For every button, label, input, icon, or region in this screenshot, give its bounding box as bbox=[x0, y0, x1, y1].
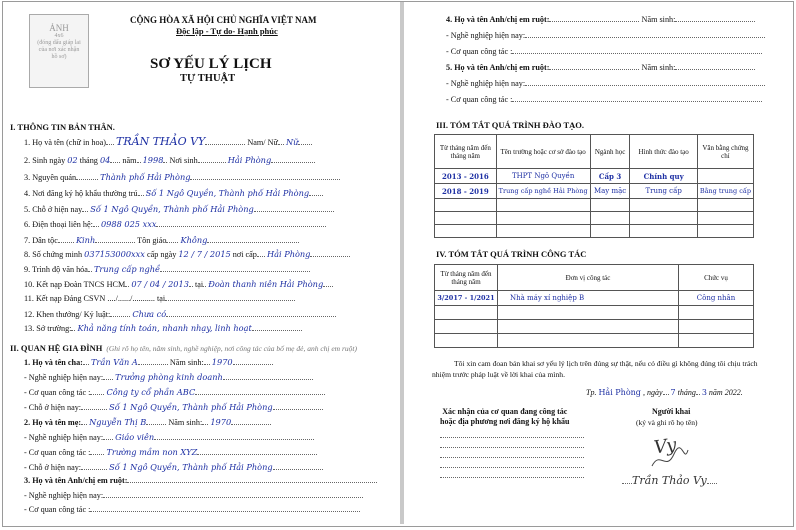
commitment-text: Tôi xin cam đoan bản khai sơ yếu lý lịch trên đúng sự thật, nếu có điều gì không đúng tôi chịu trách nhiệm trước pháp luật về lời khai của mình. bbox=[432, 359, 758, 379]
signature-name-row: Trần Thảo Vy bbox=[622, 474, 717, 487]
country-name: CỘNG HÒA XÃ HỘI CHỦ NGHĨA VIỆT NAM bbox=[130, 15, 317, 25]
row-sibling-3-job: - Nghề nghiệp hiện nay: bbox=[24, 491, 363, 500]
row-phone: 6. Điện thoại liên hệ: 0988 025 xxx bbox=[24, 219, 326, 229]
row-mother-org: - Cơ quan công tác : Trường mầm non XYZ bbox=[24, 447, 317, 457]
row-sibling-4-org: - Cơ quan công tác : bbox=[446, 47, 762, 56]
page-left bbox=[8, 6, 390, 518]
row-party: 11. Kết nạp Đảng CSVN ..../....../........... tại bbox=[24, 294, 295, 303]
row-ethnicity: 7. Dân tộc Kinh Tôn giáo Không bbox=[24, 235, 299, 245]
page-right bbox=[414, 6, 784, 518]
work-table bbox=[434, 264, 754, 348]
row-mother-address: - Chỗ ở hiện nay: Số 1 Ngô Quyền, Thành phố Hải Phòng bbox=[24, 462, 323, 472]
document-subtitle: TỰ THUẬT bbox=[180, 73, 236, 84]
document-title: SƠ YẾU LÝ LỊCH bbox=[150, 56, 272, 72]
section-4-title: IV. TÓM TẮT QUÁ TRÌNH CÔNG TÁC bbox=[436, 249, 587, 259]
row-father-job: - Nghề nghiệp hiện nay: Trưởng phòng kinh doanh bbox=[24, 372, 313, 382]
fullname-value: TRẦN THẢO VY bbox=[116, 135, 206, 148]
signature-mark bbox=[650, 446, 690, 470]
motto: Độc lập - Tự do- Hạnh phúc bbox=[176, 26, 278, 36]
table-row: 3/2017 - 1/2021 Nhà máy xí nghiệp B Công nhân bbox=[435, 291, 754, 306]
photo-placeholder: ẢNH 4x6 (đóng dấu giáp lai của nơi xác nhận hồ sơ) bbox=[29, 14, 89, 88]
row-father-org: - Cơ quan công tác : Công ty cổ phần ABC bbox=[24, 387, 325, 397]
declarant-title: Người khai bbox=[652, 407, 691, 416]
row-origin: 3. Nguyên quán Thành phố Hải Phòng bbox=[24, 172, 340, 182]
row-mother-job: - Nghề nghiệp hiện nay: Giáo viên bbox=[24, 432, 314, 442]
row-fullname: 1. Họ và tên (chữ in hoa) TRẦN THẢO VY Nam/ Nữ Nữ bbox=[24, 135, 312, 148]
training-table bbox=[434, 134, 754, 238]
row-education: 9. Trình độ văn hóa Trung cấp nghề bbox=[24, 264, 310, 274]
training-table-header: Từ tháng năm đến tháng năm Tên trường hoặc cơ sở đào tạo Ngành học Hình thức đào tạo Văn bằng chứng chỉ bbox=[435, 135, 754, 169]
table-row bbox=[435, 334, 754, 348]
confirmation-lines bbox=[440, 428, 584, 478]
page-divider bbox=[400, 2, 404, 524]
table-row bbox=[435, 199, 754, 212]
row-permanent-address: 4. Nơi đăng ký hộ khẩu thường trú Số 1 Ngô Quyền, Thành phố Hải Phòng bbox=[24, 188, 323, 198]
row-birth: 2. Sinh ngày 02 tháng 04 năm 1998 Nơi sinh Hải Phòng bbox=[24, 155, 315, 165]
signature-scrawl: Vy bbox=[652, 434, 678, 459]
table-row: 2013 - 2016 THPT Ngô Quyền Cấp 3 Chính quy bbox=[435, 169, 754, 184]
row-reward: 12. Khen thưởng/ Kỷ luật: Chưa có bbox=[24, 309, 336, 319]
row-father-address: - Chỗ ở hiện nay: Số 1 Ngô Quyền, Thành phố Hải Phòng bbox=[24, 402, 323, 412]
confirmation-title: Xác nhận của cơ quan đang công tác hoặc địa phương nơi đăng ký hộ khẩu bbox=[440, 407, 570, 426]
row-sibling-3-org: - Cơ quan công tác : bbox=[24, 505, 360, 514]
section-1-title: I. THÔNG TIN BẢN THÂN. bbox=[10, 122, 115, 132]
table-row bbox=[435, 320, 754, 334]
row-sibling-5-org: - Cơ quan công tác : bbox=[446, 95, 762, 104]
row-sibling-3: 3. Họ và tên Anh/chị em ruột: bbox=[24, 476, 377, 485]
row-strength: 13. Sở trường: Khả năng tính toán, nhanh nhạy, linh hoạt bbox=[24, 323, 302, 333]
declarant-note: (ký và ghi rõ họ tên) bbox=[636, 418, 698, 427]
row-father: 1. Họ và tên cha: Trần Văn A Năm sinh: 1970 bbox=[24, 357, 273, 367]
row-sibling-4-job: - Nghề nghiệp hiện nay: bbox=[446, 31, 765, 40]
table-row bbox=[435, 212, 754, 225]
table-row bbox=[435, 306, 754, 320]
row-mother: 2. Họ và tên mẹ: Nguyễn Thị B Năm sinh: 1970 bbox=[24, 417, 271, 427]
work-table-header: Từ tháng năm đến tháng năm Đơn vị công tác Chức vụ bbox=[435, 265, 754, 291]
section-2-title: II. QUAN HỆ GIA ĐÌNH bbox=[10, 343, 103, 353]
table-row: 2018 - 2019 Trung cấp nghề Hải Phòng May mặc Trung cấp Bằng trung cấp bbox=[435, 184, 754, 199]
section-2-header bbox=[10, 337, 390, 357]
section-2-note: (Ghi rõ họ tên, năm sinh, nghề nghiệp, nơi công tác của bố mẹ đẻ, anh chị em ruột) bbox=[106, 344, 357, 353]
signing-date: Tp. Hải Phòng , ngày 7 tháng 3 năm 2022. bbox=[586, 388, 743, 397]
table-row bbox=[435, 225, 754, 238]
row-id-card: 8. Số chứng minh 037153000xxx cấp ngày 12 / 7 / 2015 nơi cấp Hải Phòng bbox=[24, 249, 350, 259]
row-sibling-4: 4. Họ và tên Anh/chị em ruột: Năm sinh: bbox=[446, 15, 755, 24]
section-3-title: III. TÓM TẮT QUÁ TRÌNH ĐÀO TẠO. bbox=[436, 120, 584, 130]
row-youth-union: 10. Kết nạp Đoàn TNCS HCM 07 / 04 / 2013 tại Đoàn thanh niên Hải Phòng bbox=[24, 279, 333, 289]
row-sibling-5: 5. Họ và tên Anh/chị em ruột: Năm sinh: bbox=[446, 63, 755, 72]
row-sibling-5-job: - Nghề nghiệp hiện nay: bbox=[446, 79, 765, 88]
row-current-address: 5. Chỗ ở hiện nay Số 1 Ngô Quyền, Thành phố Hải Phòng bbox=[24, 204, 334, 214]
